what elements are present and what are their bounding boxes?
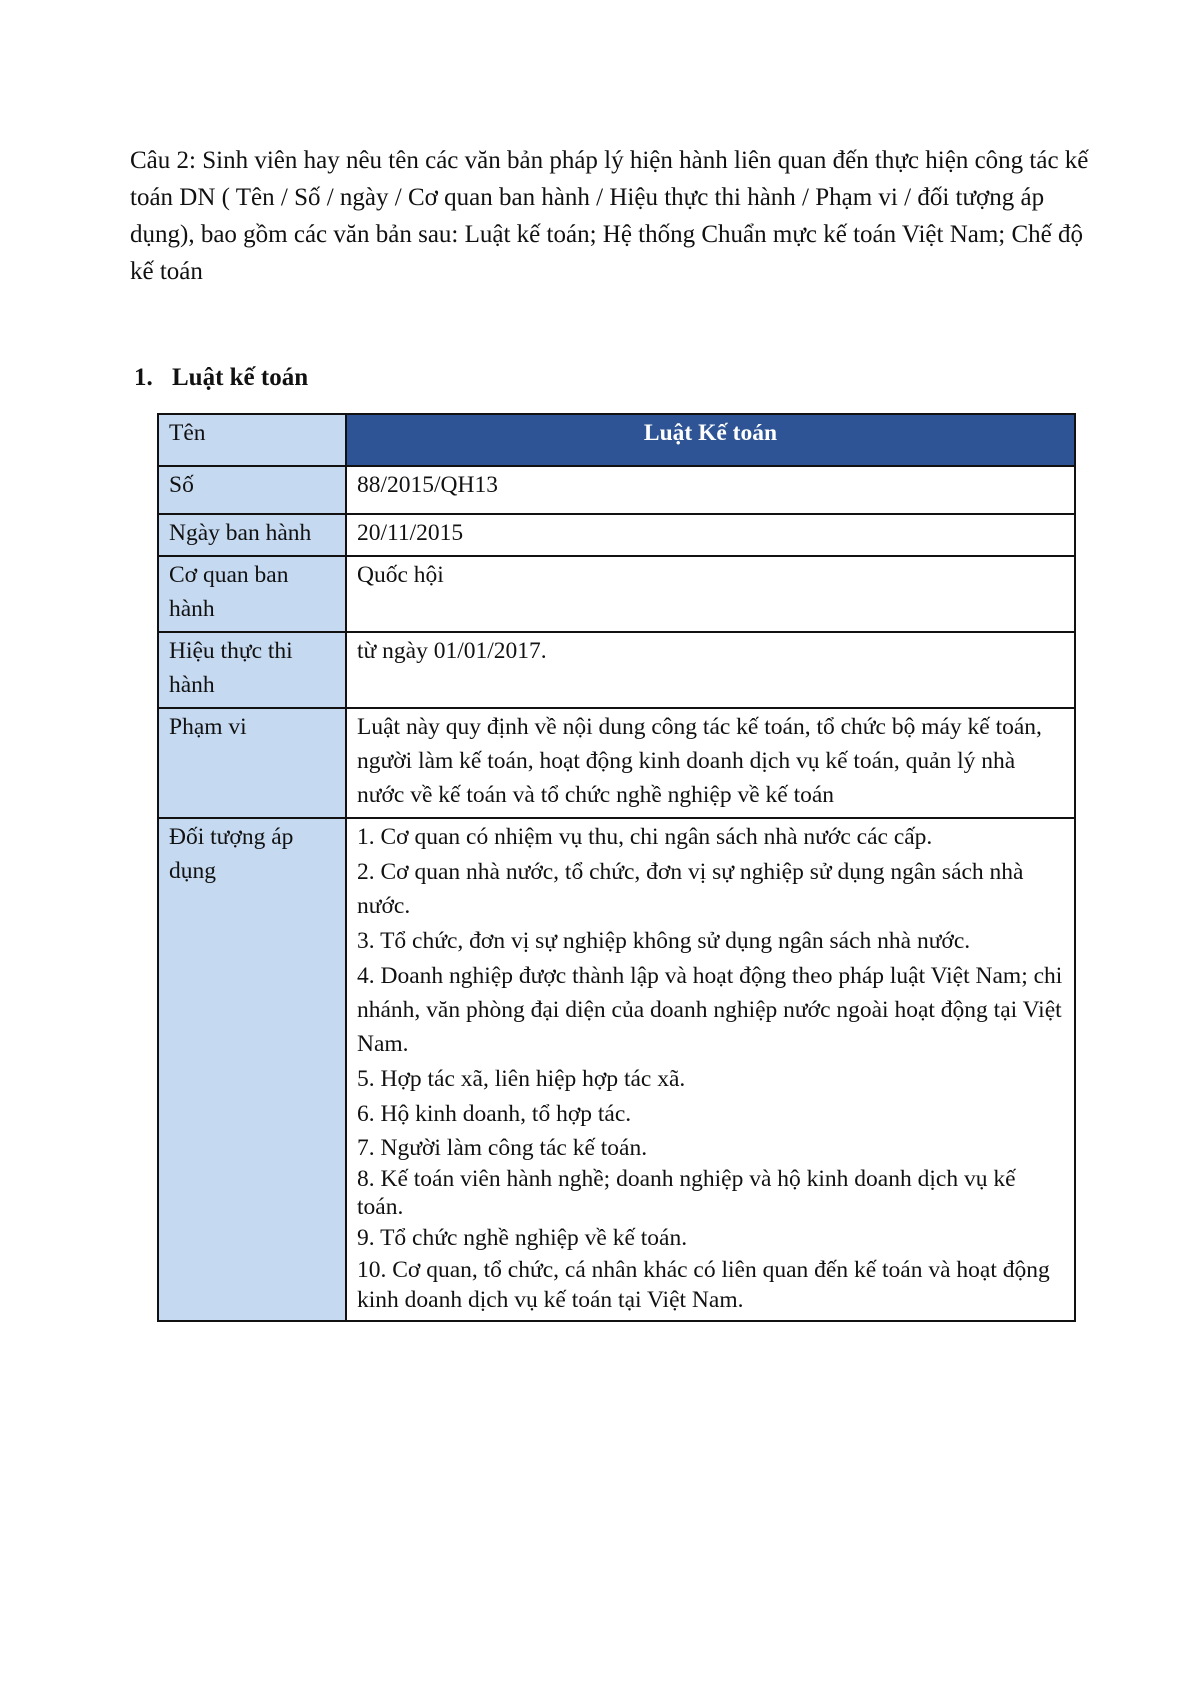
row-value: Luật này quy định về nội dung công tác kế toán, tổ chức bộ máy kế toán, người làm kế toán, hoạt động kinh doanh dịch vụ kế toán, quản lý nhà nước về kế toán và tổ chức nghề nghiệp về kế toán <box>346 708 1075 818</box>
list-item: 10. Cơ quan, tổ chức, cá nhân khác có liên quan đến kế toán và hoạt động kinh doanh dịch vụ kế toán tại Việt Nam. <box>357 1257 1050 1313</box>
list-item: 6. Hộ kinh doanh, tổ hợp tác. <box>357 1101 632 1127</box>
list-item: 7. Người làm công tác kế toán. <box>357 1135 648 1161</box>
row-value: từ ngày 01/01/2017. <box>346 632 1075 708</box>
table-row-number <box>158 466 1075 514</box>
list-item: 9. Tổ chức nghề nghiệp về kế toán. <box>357 1225 688 1251</box>
row-label: Cơ quan ban hành <box>158 556 346 632</box>
row-value: Quốc hội <box>346 556 1075 632</box>
list-item: 2. Cơ quan nhà nước, tổ chức, đơn vị sự nghiệp sử dụng ngân sách nhà nước. <box>357 859 1024 919</box>
section-number: 1. <box>134 364 153 391</box>
row-label: Hiệu thực thi hành <box>158 632 346 708</box>
row-label: Phạm vi <box>158 708 346 818</box>
subjects-list <box>346 818 1075 1321</box>
row-label: Số <box>158 466 346 514</box>
law-info-table <box>157 413 1076 1322</box>
table-row-issue-date <box>158 514 1075 556</box>
row-value: 88/2015/QH13 <box>346 466 1075 514</box>
table-row-issuer <box>158 556 1075 632</box>
row-label: Đối tượng áp dụng <box>158 818 346 1321</box>
list-item: 1. Cơ quan có nhiệm vụ thu, chi ngân sách nhà nước các cấp. <box>357 824 933 850</box>
list-item: 3. Tổ chức, đơn vị sự nghiệp không sử dụng ngân sách nhà nước. <box>357 928 971 954</box>
section-heading <box>134 362 308 394</box>
table-row-name <box>158 414 1075 466</box>
row-label: Ngày ban hành <box>158 514 346 556</box>
list-item: 8. Kế toán viên hành nghề; doanh nghiệp và hộ kinh doanh dịch vụ kế toán. <box>357 1166 1016 1220</box>
row-label: Tên <box>158 414 346 466</box>
list-item: 5. Hợp tác xã, liên hiệp hợp tác xã. <box>357 1066 686 1092</box>
table-row-effective <box>158 632 1075 708</box>
list-item: 4. Doanh nghiệp được thành lập và hoạt động theo pháp luật Việt Nam; chi nhánh, văn phòng đại diện của doanh nghiệp nước ngoài hoạt động tại Việt Nam. <box>357 963 1063 1057</box>
table-row-scope <box>158 708 1075 818</box>
question-text: Câu 2: Sinh viên hay nêu tên các văn bản pháp lý hiện hành liên quan đến thực hiện công tác kế toán DN ( Tên / Số / ngày / Cơ quan ban hành / Hiệu thực thi hành / Phạm vi / đối tượng áp dụng), bao gồm các văn bản sau: Luật kế toán; Hệ thống Chuẩn mực kế toán Việt Nam; Chế độ kế toán <box>130 147 1089 285</box>
law-title-cell: Luật Kế toán <box>346 414 1075 466</box>
row-value: 20/11/2015 <box>346 514 1075 556</box>
section-title: Luật kế toán <box>172 364 309 391</box>
table-row-subjects <box>158 818 1075 1321</box>
